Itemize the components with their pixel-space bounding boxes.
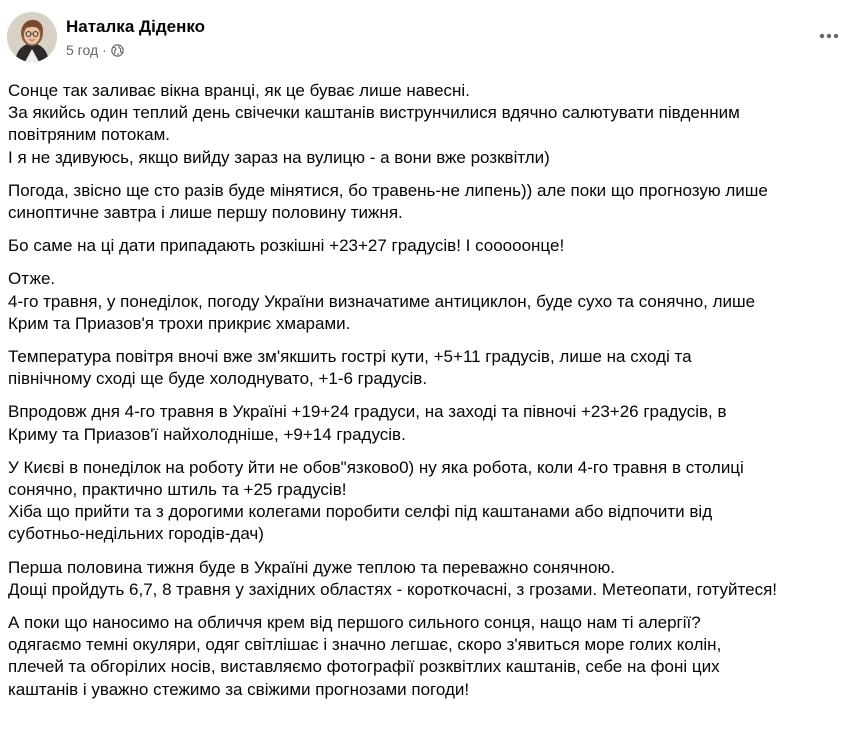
avatar-image <box>7 12 57 62</box>
text-line: Криму та Приазов'ї найхолодніше, +9+14 градусів. <box>8 424 406 444</box>
text-line: Отже. <box>8 269 56 289</box>
text-line: 4-го травня, у понеділок, погоду України визначатиме антициклон, буде сухо та сонячно, лише <box>8 291 756 311</box>
paragraph <box>8 401 850 445</box>
globe-icon[interactable] <box>111 44 124 57</box>
text-line: Дощі пройдуть 6,7, 8 травня у західних областях - короткочасні, з грозами. Метеопати, готуйтеся! <box>8 579 777 599</box>
text-line: плечей та обгорілих носів, виставляємо фотографії розквітлих каштанів, себе на фоні цих <box>8 657 720 677</box>
text-line: Хіба що прийти та з дорогими колегами поробити селфі під каштанами або відпочити від <box>8 502 713 522</box>
paragraph <box>8 80 850 169</box>
text-line: Сонце так заливає вікна вранці, як це буває лише навесні. <box>8 81 470 100</box>
paragraph <box>8 235 850 257</box>
post-subline <box>66 42 205 58</box>
more-options-button[interactable] <box>817 24 841 48</box>
text-line: Бо саме на ці дати припадають розкішні +23+27 градусів! І сооооонце! <box>8 236 565 256</box>
post-header <box>7 12 205 62</box>
post-text <box>8 80 850 712</box>
paragraph <box>8 612 850 701</box>
author-name[interactable]: Наталка Діденко <box>66 17 206 36</box>
text-line: Погода, звісно ще сто разів буде мінятися, бо травень-не липень)) але поки що прогнозую лише <box>8 180 768 200</box>
text-line: За якийсь один теплий день свічечки каштанів виструнчилися вдячно салютувати південним <box>8 103 740 123</box>
text-line: У Києві в понеділок на роботу йти не обов"язково0) ну яка робота, коли 4-го травня в столиці <box>8 457 744 477</box>
paragraph <box>8 346 850 390</box>
paragraph <box>8 557 850 601</box>
text-line: синоптичне завтра і лише першу половину тижня. <box>8 203 403 223</box>
text-line: А поки що наносимо на обличчя крем від першого сильного сонця, нащо нам ті алергії? <box>8 613 701 633</box>
text-line: Впродовж дня 4-го травня в Україні +19+24 градуси, на заході та півночі +23+26 градусів, в <box>8 402 727 422</box>
text-line: каштанів і уважно стежимо за свіжими прогнозами погоди! <box>8 679 470 699</box>
avatar[interactable] <box>7 12 57 62</box>
text-line: сонячно, практично штиль та +25 градусів! <box>8 480 347 500</box>
paragraph <box>8 180 850 224</box>
more-horizontal-icon <box>819 33 839 39</box>
post-time[interactable]: 5 год <box>66 42 99 58</box>
post-meta <box>66 12 205 58</box>
text-line: повітряним потокам. <box>8 125 171 145</box>
paragraph <box>8 457 850 546</box>
text-line: північному сході ще буде холоднувато, +1-6 градусів. <box>8 369 428 389</box>
text-line: Температура повітря вночі вже зм'якшить гострі кути, +5+11 градусів, лише на сході та <box>8 347 692 367</box>
text-line: Перша половина тижня буде в Україні дуже теплою та переважно сонячною. <box>8 557 615 577</box>
text-line: І я не здивуюсь, якщо вийду зараз на вулицю - а вони вже розквітли) <box>8 147 550 167</box>
text-line: Крим та Приазов'я трохи прикриє хмарами. <box>8 313 351 333</box>
text-line: суботньо-недільних городів-дач) <box>8 524 264 544</box>
text-line: одягаємо темні окуляри, одяг світлішає і значно легшає, скоро з'явиться море голих колін, <box>8 635 722 655</box>
separator-dot: · <box>102 42 107 58</box>
paragraph <box>8 268 850 335</box>
